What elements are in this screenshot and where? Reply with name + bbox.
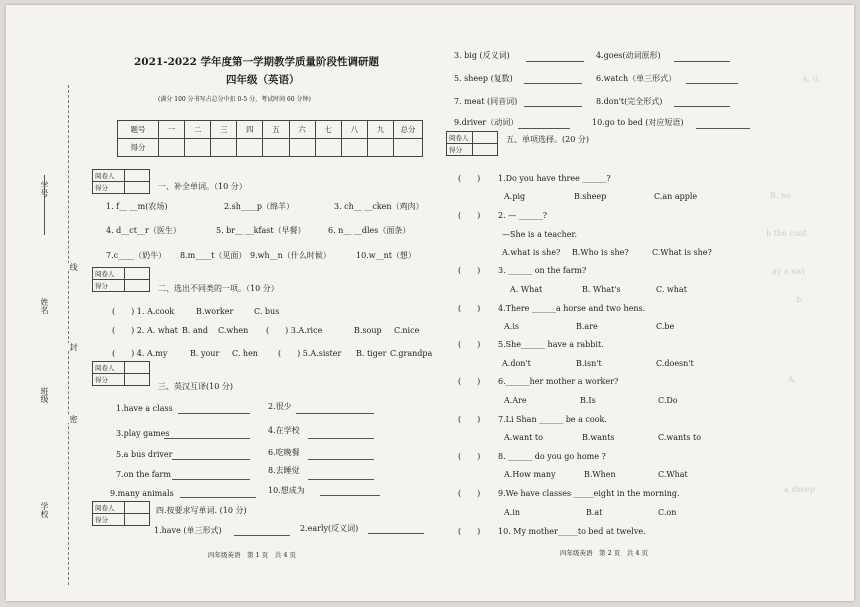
exam-subtitle: 四年级（英语）	[226, 74, 300, 86]
question-text: 10. My mother_____to bed at twelve.	[498, 527, 646, 536]
grader-box-4	[92, 501, 150, 526]
score-table-score-row	[118, 139, 423, 157]
score-cell: 六	[289, 121, 315, 139]
binding-line	[68, 85, 69, 585]
sec2-item: C. bus	[254, 307, 280, 316]
score-cell: 八	[341, 121, 367, 139]
right-page-footer: 四年级英语 第 2 页 共 4 页	[560, 549, 649, 557]
grader-box-3	[92, 361, 150, 386]
question-text: 8. ______ do you go home ?	[498, 452, 606, 461]
student-id-label: 学号	[40, 181, 49, 197]
question-text: 9.We have classes _____eight in the morning.	[498, 489, 680, 498]
sec1-item: 5. br__ __kfast（早餐）	[216, 226, 306, 235]
sec2-item: B.worker	[196, 307, 234, 316]
option-c: C. what	[656, 285, 687, 294]
exam-note: (满分 100 分书写占总分中扣 0-5 分，考试时间 60 分钟)	[158, 96, 311, 103]
score-cell: 一	[159, 121, 185, 139]
question-text: 6.______her mother a worker?	[498, 377, 619, 386]
name-label: 姓名	[40, 298, 49, 314]
score-cell: 九	[367, 121, 393, 139]
grader-box-1	[92, 169, 150, 194]
grader-box-2	[92, 267, 150, 292]
answer-paren: ( )	[458, 377, 481, 386]
question-text: 5.She______ have a rabbit.	[498, 340, 604, 349]
score-cell: 五	[263, 121, 289, 139]
option-a: A.don't	[502, 359, 531, 368]
sec2-item: ( ) 1. A.cook	[112, 307, 175, 316]
option-b: B.isn't	[576, 359, 602, 368]
option-c: C.What	[658, 470, 688, 479]
option-b: B.Who is she?	[572, 248, 629, 257]
option-a: A.in	[504, 508, 521, 517]
sec2-item: ( ) 4. A.my	[112, 349, 168, 358]
option-c: C.an apple	[654, 192, 698, 201]
sec2-item: B. tiger	[356, 349, 387, 358]
score-table-header-row	[118, 121, 423, 139]
question-text: 7.Li Shan ______ be a cook.	[498, 415, 607, 424]
option-c: C.doesn't	[656, 359, 694, 368]
sec1-item: 2.sh____p（绵羊）	[224, 202, 295, 211]
sec2-item: B.soup	[354, 326, 382, 335]
grader-score: 得分	[93, 182, 125, 194]
left-page-footer: 四年级英语 第 1 页 共 4 页	[208, 551, 297, 559]
option-b: B.When	[584, 470, 616, 479]
sec2-item: C. hen	[232, 349, 258, 358]
answer-paren: ( )	[458, 211, 481, 220]
section4-title: 四.按要求写单词. (10 分)	[156, 506, 247, 515]
question-extra: —She is a teacher.	[502, 230, 578, 239]
sec2-item: B. your	[190, 349, 220, 358]
option-a: A.pig	[504, 192, 526, 201]
grader-reviewer: 阅卷人	[447, 132, 473, 144]
score-cell: 三	[211, 121, 237, 139]
sec4-item: 3. big (反义词)	[454, 51, 510, 60]
question-text: 1.Do you have three ______?	[498, 174, 611, 183]
grader-reviewer: 阅卷人	[93, 268, 125, 280]
sec1-item: 4. d__ct__r（医生）	[106, 226, 181, 235]
sec4-item: 2.early(反义词)	[300, 524, 359, 533]
sec2-item: ( ) 3.A.rice	[266, 326, 323, 335]
sec1-item: 3. ch__ __cken（鸡肉）	[334, 202, 424, 211]
sec4-item: 9.driver（动词）	[454, 118, 519, 127]
score-cell: 四	[237, 121, 263, 139]
answer-paren: ( )	[458, 266, 481, 275]
option-a: A.what is she?	[502, 248, 561, 257]
grader-score: 得分	[93, 374, 125, 386]
question-text: 2. — ______?	[498, 211, 548, 220]
question-text: 4.There ______a horse and two hens.	[498, 304, 646, 313]
sec3-item: 4.在学校	[268, 426, 300, 435]
section3-title: 三、英汉互译(10 分)	[158, 382, 233, 391]
sec3-item: 1.have a class	[116, 404, 173, 413]
sec3-item: 8.去睡觉	[268, 466, 300, 475]
option-c: C.What is she?	[652, 248, 712, 257]
sec2-item: B. and	[182, 326, 209, 335]
exam-title: 2021-2022 学年度第一学期教学质量阶段性调研题	[134, 56, 379, 68]
option-c: C.wants to	[658, 433, 702, 442]
grader-score: 得分	[93, 514, 125, 526]
grader-reviewer: 阅卷人	[93, 362, 125, 374]
sec3-item: 7.on the farm	[116, 470, 171, 479]
section5-title: 五、单项选择。(20 分)	[506, 135, 589, 144]
option-c: C.be	[656, 322, 675, 331]
sec1-item: 9.wh__n（什么时候）	[250, 251, 331, 260]
option-a: A.want to	[504, 433, 543, 442]
option-c: C.Do	[658, 396, 678, 405]
option-b: B.are	[576, 322, 598, 331]
grader-reviewer: 阅卷人	[93, 170, 125, 182]
score-cell: 总分	[394, 121, 423, 139]
sec4-item: 8.don't(完全形式)	[596, 97, 663, 106]
option-a: A.How many	[504, 470, 556, 479]
class-label: 班级	[40, 387, 49, 403]
sec2-item: C.grandpa	[390, 349, 433, 358]
sec3-item: 9.many animals	[110, 489, 174, 498]
seal-mark-line: 线	[69, 263, 78, 271]
answer-paren: ( )	[458, 415, 481, 424]
option-a: A. What	[510, 285, 543, 294]
grader-box-5	[446, 131, 498, 156]
sec4-item: 4.goes(动词原形)	[596, 51, 661, 60]
answer-paren: ( )	[458, 174, 481, 183]
sec1-item: 6. n__ __dles（面条）	[328, 226, 411, 235]
sec2-item: C.nice	[394, 326, 420, 335]
section2-title: 二、选出不同类的一项。（10 分）	[158, 284, 279, 293]
sec3-item: 3.play games	[116, 429, 170, 438]
grader-reviewer: 阅卷人	[93, 502, 125, 514]
option-a: A.is	[504, 322, 519, 331]
score-table	[117, 120, 423, 157]
sec1-item: 8.m____t（见面）	[180, 251, 247, 260]
score-cell: 七	[315, 121, 341, 139]
answer-paren: ( )	[458, 527, 481, 536]
seal-mark-secret: 密	[69, 415, 78, 423]
option-b: B.wants	[582, 433, 615, 442]
option-b: B. What's	[582, 285, 621, 294]
sec1-item: 1. f__ __m(农场)	[106, 202, 168, 211]
answer-paren: ( )	[458, 340, 481, 349]
sec4-item: 10.go to bed (对应短语)	[592, 118, 684, 127]
sec3-item: 5.a bus driver	[116, 450, 173, 459]
sec3-item: 6.吃晚餐	[268, 448, 300, 457]
option-b: B.Is	[580, 396, 596, 405]
option-b: B.at	[586, 508, 603, 517]
option-c: C.on	[658, 508, 677, 517]
sec4-item: 5. sheep (复数)	[454, 74, 513, 83]
sec4-item: 7. meat (同音词)	[454, 97, 518, 106]
score-cell: 二	[185, 121, 211, 139]
grader-score: 得分	[93, 280, 125, 292]
option-b: B.sheep	[574, 192, 607, 201]
seal-mark-seal: 封	[69, 343, 78, 351]
sec4-item: 6.watch（单三形式）	[596, 74, 677, 83]
section1-title: 一、补全单词。（10 分）	[158, 182, 247, 191]
score-cell: 题号	[118, 121, 159, 139]
answer-paren: ( )	[458, 304, 481, 313]
sec2-item: ( ) 2. A. what	[112, 326, 178, 335]
sec3-item: 2.很少	[268, 402, 292, 411]
exam-paper: 学号 姓名 班级 学校 线 封 密 2021-2022 学年度第一学期教学质量阶段性调研题 四年级（英语） (满分 100 分书写占总分中扣 0-5 分，考试时间 60 分钟) 题号 一 二 三 四 五 六 七 八 九 总分 得分 阅卷人 得分 一、补全单词。（10 分） 1. f__ __m(农场) 2.sh____p（绵羊） 3. ch__ __cken（鸡肉） 4. d__ct__r（医生） 5. br__ __kfast（早餐） 6. n__ __dles（面条） 7.c____（奶牛） 8.m____t（见面） 9.wh__n（什么时候） 10.w__nt（想） 阅卷人 得分 二、选出不同类的一项。（10 分） ( ) 1. A.cook B.worker C. bus ( ) 2. A. what B. and C.when ( ) 3.A.rice B.soup C.nice ( ) 4. A.my B. your C. hen ( ) 5.A.sister B. tiger C.grandpa 阅卷人 得分 三、英汉互译(10 分) 1.have a class 2.很少 3.play games 4.在学校 5.a bus driver 6.吃晚餐 7.on the farm 8.去睡觉 9.many animals 10.想成为 阅卷人 得分 四.按要求写单词. (10 分) 1.have (单三形式) 2.early(反义词) 四年级英语 第 1 页 共 4 页 A. 0. B. no h the coat ay a swi 3. big (反义词) 4.goes(动词原形) 5. sheep (复数) 6.watch（单三形式） 7. meat (同音词) 8.don't(完全形式) 9.driver（动词） 10.go to bed (对应短语) 阅卷人 得分 五、单项选择。(20 分) ( ) 1.Do you have three ______? A.pig B.sheep C.an apple ( ) 2. — ______? —She is a teacher. A.what is she? B.Who is she? C.What is she? ( ) 3. ______ on the farm? A. What B. What's C. what ( ) 4.There ______a horse and two hens. A.is B.are C.be ( ) 5.She______ have a rabbit. A.don't B.isn't C.doesn't ( ) 6.______her mother a worker? A.Are B.Is C.Do ( ) 7.Li Shan ______ be a cook. A.want to B.wants C.wants to ( ) 8. ______ do you go home ? A.How many B.When C.What ( ) 9.We have classes _____eight in the morning. A.in B.at C.on ( ) 10. My mother_____to bed at twelve. 四年级英语 第 2 页 共 4 页 b. A. a sheep	[6, 5, 854, 601]
sec2-item: ( ) 5.A.sister	[278, 349, 342, 358]
grader-score: 得分	[447, 144, 473, 156]
question-text: 3. ______ on the farm?	[498, 266, 587, 275]
score-cell: 得分	[118, 139, 159, 157]
option-a: A.Are	[504, 396, 527, 405]
school-label: 学校	[40, 502, 49, 518]
sec1-item: 7.c____（奶牛）	[106, 251, 167, 260]
answer-paren: ( )	[458, 489, 481, 498]
sec2-item: C.when	[218, 326, 249, 335]
answer-paren: ( )	[458, 452, 481, 461]
sec3-item: 10.想成为	[268, 486, 305, 495]
sec4-item: 1.have (单三形式)	[154, 526, 222, 535]
sec1-item: 10.w__nt（想）	[356, 251, 416, 260]
